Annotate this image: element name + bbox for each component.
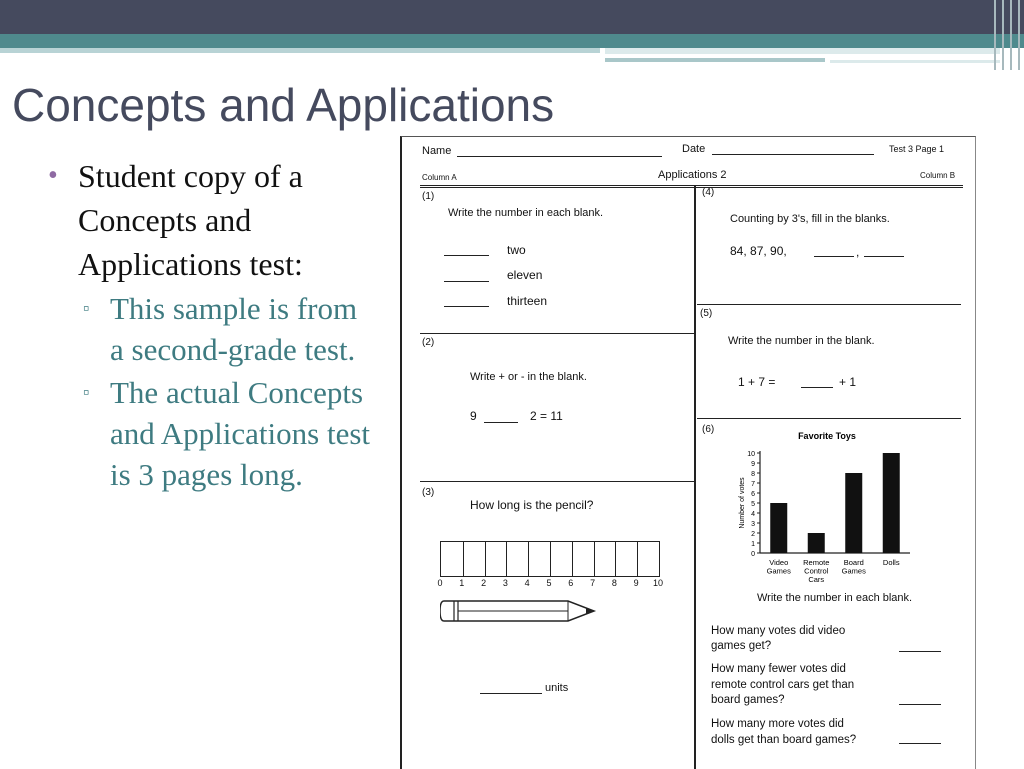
q3-number: (3) — [422, 487, 435, 498]
ruler-tick-label: 7 — [590, 578, 596, 588]
sub-bullet-text: The actual Concepts and Applications test is 3 pages long. — [110, 375, 371, 492]
q1-prompt: Write the number in each blank. — [448, 207, 604, 219]
column-b-label: Column B — [920, 171, 956, 180]
bar — [845, 473, 862, 553]
answer-blank — [484, 422, 518, 423]
x-tick-label: Video — [769, 558, 789, 567]
bullet-text: Student copy of a Concepts and Applications test: — [78, 158, 303, 282]
comma-separator: , — [856, 245, 860, 259]
answer-blank — [444, 255, 489, 256]
units-label: units — [545, 682, 569, 694]
q6a-line: games get? — [711, 640, 772, 652]
name-label: Name — [422, 145, 452, 157]
column-a-label: Column A — [422, 173, 457, 182]
ruler-tick-label: 1 — [459, 578, 465, 588]
q1-word: thirteen — [507, 294, 548, 308]
ruler-tick-label: 2 — [481, 578, 487, 588]
square-bullet-icon: ▫ — [83, 298, 90, 318]
section-title: Applications 2 — [658, 169, 727, 181]
answer-blank — [899, 704, 941, 705]
ruler-divider — [550, 542, 551, 576]
ruler-tick-label: 5 — [546, 578, 552, 588]
bullet-dot-icon: • — [48, 160, 58, 191]
sub-bullet-text: This sample is from a second-grade test. — [110, 291, 358, 367]
y-tick-label: 6 — [751, 491, 755, 498]
name-blank — [457, 156, 662, 157]
q6-number: (6) — [702, 424, 715, 435]
answer-blank — [444, 306, 489, 307]
y-tick-label: 3 — [751, 521, 755, 528]
q5-right: + 1 — [839, 375, 857, 389]
ruler — [440, 541, 660, 577]
accent-stripe — [0, 48, 600, 53]
favorite-toys-chart — [732, 427, 922, 587]
x-tick-label: Dolls — [882, 558, 900, 567]
test-page-label: Test 3 Page 1 — [889, 144, 945, 154]
q4-number: (4) — [702, 187, 715, 198]
decor-bar — [1010, 0, 1012, 70]
q5-number: (5) — [700, 308, 713, 319]
q6-prompt: Write the number in each blank. — [757, 592, 913, 604]
ruler-divider — [615, 542, 616, 576]
pencil-icon — [440, 597, 600, 625]
date-blank — [712, 154, 874, 155]
y-tick-label: 0 — [751, 551, 755, 558]
decor-bar — [994, 0, 996, 70]
q2-number: (2) — [422, 337, 435, 348]
answer-blank — [814, 256, 854, 257]
bar — [883, 453, 900, 553]
x-tick-label: Remote — [803, 558, 830, 567]
slide-title: Concepts and Applications — [12, 79, 555, 131]
bar — [770, 503, 787, 553]
q2-right: 2 = 11 — [530, 409, 563, 423]
ruler-divider — [485, 542, 486, 576]
y-tick-label: 10 — [747, 451, 755, 458]
ruler-tick-label: 6 — [568, 578, 574, 588]
column-divider — [694, 185, 696, 769]
accent-band — [0, 34, 1024, 48]
q6c-line: dolls get than board games? — [711, 734, 857, 746]
q4-sequence: 84, 87, 90, — [730, 244, 787, 258]
x-tick-label: Control — [804, 566, 829, 576]
answer-blank — [480, 693, 542, 694]
sub-bullet-item — [48, 372, 378, 495]
y-tick-label: 9 — [751, 461, 755, 468]
q6a-line: How many votes did video — [711, 625, 846, 637]
accent-stripe — [830, 60, 1000, 63]
answer-blank — [899, 743, 941, 744]
section-rule — [697, 304, 961, 305]
chart-title: Favorite Toys — [798, 431, 856, 441]
q6b-line: board games? — [711, 694, 785, 706]
answer-blank — [864, 256, 904, 257]
q6b-line: How many fewer votes did — [711, 663, 846, 675]
y-tick-label: 8 — [751, 471, 755, 478]
answer-blank — [801, 387, 833, 388]
ruler-divider — [637, 542, 638, 576]
ruler-tick-label: 4 — [524, 578, 530, 588]
header-rule — [420, 187, 963, 188]
q4-prompt: Counting by 3's, fill in the blanks. — [730, 213, 890, 225]
q3-prompt: How long is the pencil? — [470, 498, 594, 512]
x-tick-label: Cars — [808, 575, 825, 584]
q1-number: (1) — [422, 191, 435, 202]
ruler-divider — [506, 542, 507, 576]
ruler-divider — [528, 542, 529, 576]
ruler-divider — [594, 542, 595, 576]
x-tick-label: Games — [766, 566, 791, 576]
test-worksheet-image — [400, 136, 976, 769]
bullet-item — [48, 154, 378, 286]
bar — [808, 533, 825, 553]
accent-stripe — [605, 58, 825, 62]
answer-blank — [444, 281, 489, 282]
q6c-line: How many more votes did — [711, 718, 844, 730]
section-rule — [420, 481, 695, 482]
ruler-labels — [437, 578, 664, 590]
x-tick-label: Board — [843, 558, 864, 567]
header-band — [0, 0, 1024, 34]
y-tick-label: 2 — [751, 531, 755, 538]
sub-bullet-item — [48, 288, 378, 370]
section-rule — [697, 418, 961, 419]
answer-blank — [899, 651, 941, 652]
section-rule — [420, 333, 695, 334]
y-tick-label: 5 — [751, 501, 755, 508]
ruler-divider — [463, 542, 464, 576]
accent-stripe — [605, 48, 1000, 54]
decor-bar — [1002, 0, 1004, 70]
q5-prompt: Write the number in the blank. — [728, 335, 875, 347]
ruler-tick-label: 0 — [437, 578, 443, 588]
q1-word: two — [507, 243, 526, 257]
q6b-line: remote control cars get than — [711, 679, 855, 691]
q5-left: 1 + 7 = — [738, 375, 776, 389]
bullet-list — [48, 154, 378, 495]
y-axis-label: Number of votes — [739, 477, 746, 529]
date-label: Date — [682, 143, 706, 155]
ruler-tick-label: 9 — [633, 578, 639, 588]
y-tick-label: 1 — [751, 541, 755, 548]
y-tick-label: 7 — [751, 481, 755, 488]
ruler-tick-label: 10 — [652, 578, 664, 588]
y-tick-label: 4 — [751, 511, 755, 518]
ruler-tick-label: 8 — [611, 578, 617, 588]
decor-bar — [1018, 0, 1020, 70]
square-bullet-icon: ▫ — [83, 382, 90, 402]
ruler-tick-label: 3 — [502, 578, 508, 588]
x-tick-label: Games — [841, 566, 866, 576]
ruler-divider — [572, 542, 573, 576]
header-rule — [420, 185, 963, 186]
q2-left: 9 — [470, 409, 477, 423]
q2-prompt: Write + or - in the blank. — [470, 371, 587, 383]
q1-word: eleven — [507, 268, 543, 282]
